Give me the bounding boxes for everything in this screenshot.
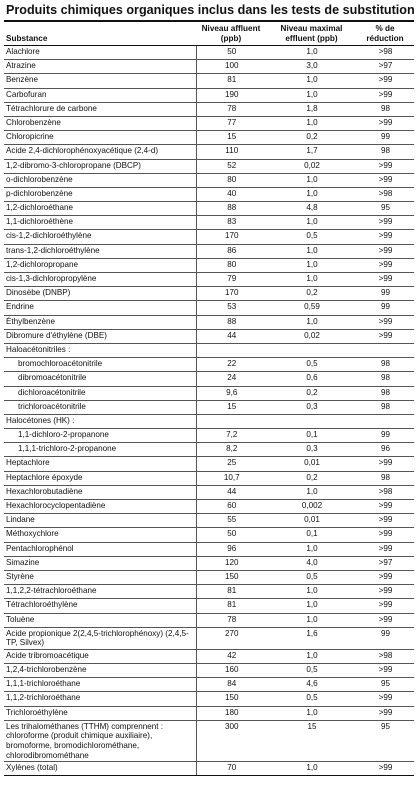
table-row	[4, 74, 414, 88]
substance-cell: 1,1,1-trichloroéthane	[4, 678, 196, 692]
substance-cell: Méthoxychlore	[4, 528, 196, 542]
influent-cell: 110	[196, 145, 267, 159]
reduction-cell: >98	[357, 187, 414, 201]
reduction-cell: >99	[357, 258, 414, 272]
effluent-cell: 0,5	[267, 664, 357, 678]
table-row	[4, 372, 414, 386]
substance-cell: Tétrachlorure de carbone	[4, 102, 196, 116]
effluent-cell: 0,2	[267, 131, 357, 145]
influent-cell: 100	[196, 60, 267, 74]
table-row	[4, 145, 414, 159]
substance-cell: Styrène	[4, 570, 196, 584]
substance-cell: Acide tribromoacétique	[4, 649, 196, 663]
influent-cell: 170	[196, 287, 267, 301]
substance-cell: 1,2-dichloroéthane	[4, 202, 196, 216]
influent-cell: 42	[196, 649, 267, 663]
effluent-cell: 1,0	[267, 244, 357, 258]
reduction-cell	[357, 414, 414, 428]
table-row	[4, 202, 414, 216]
effluent-cell: 1,0	[267, 273, 357, 287]
influent-cell: 44	[196, 485, 267, 499]
reduction-cell: >99	[357, 116, 414, 130]
effluent-cell: 1,0	[267, 173, 357, 187]
reduction-cell	[357, 343, 414, 357]
reduction-cell: >99	[357, 542, 414, 556]
reduction-cell: 98	[357, 145, 414, 159]
table-row	[4, 613, 414, 627]
effluent-cell: 4,8	[267, 202, 357, 216]
influent-cell	[196, 343, 267, 357]
table-row	[4, 692, 414, 706]
reduction-cell: >99	[357, 762, 414, 776]
table-row	[4, 471, 414, 485]
substance-cell: Haloacétonitriles :	[4, 343, 196, 357]
table-row	[4, 514, 414, 528]
effluent-cell: 1,0	[267, 315, 357, 329]
reduction-cell: 98	[357, 386, 414, 400]
reduction-cell: >99	[357, 692, 414, 706]
table-row	[4, 287, 414, 301]
table-row	[4, 627, 414, 649]
influent-cell: 86	[196, 244, 267, 258]
influent-cell: 78	[196, 102, 267, 116]
substance-cell: 1,1-dichloro-2-propanone	[4, 429, 196, 443]
substance-cell: Hexachlorocyclopentadiène	[4, 500, 196, 514]
table-row	[4, 46, 414, 60]
header-row	[4, 22, 414, 46]
table-row	[4, 187, 414, 201]
table-row	[4, 585, 414, 599]
effluent-cell: 0,5	[267, 570, 357, 584]
effluent-cell: 1,0	[267, 46, 357, 60]
table-row	[4, 102, 414, 116]
substance-cell: Benzène	[4, 74, 196, 88]
effluent-cell: 1,0	[267, 258, 357, 272]
influent-cell: 8,2	[196, 443, 267, 457]
table-row	[4, 485, 414, 499]
table-row	[4, 599, 414, 613]
influent-cell: 150	[196, 570, 267, 584]
substance-cell: 1,1,1-trichloro-2-propanone	[4, 443, 196, 457]
table-row	[4, 457, 414, 471]
substance-cell: Halocétones (HK) :	[4, 414, 196, 428]
influent-cell: 7,2	[196, 429, 267, 443]
reduction-cell: 98	[357, 358, 414, 372]
substance-cell: cis-1,2-dichloroéthylène	[4, 230, 196, 244]
substance-cell: Tétrachloroéthylène	[4, 599, 196, 613]
table-row	[4, 500, 414, 514]
influent-cell: 170	[196, 230, 267, 244]
substance-cell: dichloroacétonitrile	[4, 386, 196, 400]
effluent-cell: 1,0	[267, 613, 357, 627]
influent-cell: 80	[196, 258, 267, 272]
reduction-cell: 99	[357, 287, 414, 301]
table-row	[4, 159, 414, 173]
reduction-cell: 95	[357, 678, 414, 692]
substance-cell: Dibromure d'éthylène (DBE)	[4, 329, 196, 343]
influent-cell: 53	[196, 301, 267, 315]
effluent-cell: 1,0	[267, 116, 357, 130]
influent-cell: 10,7	[196, 471, 267, 485]
table-row	[4, 358, 414, 372]
reduction-cell: >99	[357, 315, 414, 329]
substance-cell: 1,2-dibromo-3-chloropropane (DBCP)	[4, 159, 196, 173]
effluent-cell: 0,2	[267, 471, 357, 485]
table-group-row	[4, 343, 414, 357]
effluent-cell: 0,02	[267, 329, 357, 343]
reduction-cell: >99	[357, 273, 414, 287]
substance-cell: Lindane	[4, 514, 196, 528]
substitution-test-table	[4, 22, 414, 776]
effluent-cell: 1,0	[267, 542, 357, 556]
table-row	[4, 216, 414, 230]
table-row	[4, 173, 414, 187]
influent-cell: 120	[196, 556, 267, 570]
table-title: Produits chimiques organiques inclus dans les tests de substitution	[4, 3, 414, 22]
substance-cell: 1,1,2,2-tétrachloroéthane	[4, 585, 196, 599]
effluent-cell: 15	[267, 720, 357, 761]
effluent-cell: 0,5	[267, 692, 357, 706]
table-row	[4, 720, 414, 761]
substance-cell: Atrazine	[4, 60, 196, 74]
reduction-cell: 98	[357, 102, 414, 116]
substance-cell: Les trihalométhanes (TTHM) comprennent : chloroforme (produit chimique auxiliaire), bromoforme, bromodichlorométhane, chlorodibromométhane	[4, 720, 196, 761]
table-row	[4, 556, 414, 570]
effluent-cell: 0,5	[267, 230, 357, 244]
effluent-cell: 0,59	[267, 301, 357, 315]
effluent-cell: 1,8	[267, 102, 357, 116]
effluent-cell: 1,7	[267, 145, 357, 159]
substance-cell: Hexachlorobutadiène	[4, 485, 196, 499]
influent-cell: 70	[196, 762, 267, 776]
influent-cell: 96	[196, 542, 267, 556]
reduction-cell: >99	[357, 570, 414, 584]
influent-cell: 52	[196, 159, 267, 173]
substance-cell: o-dichlorobenzène	[4, 173, 196, 187]
effluent-cell: 0,02	[267, 159, 357, 173]
influent-cell: 160	[196, 664, 267, 678]
table-row	[4, 131, 414, 145]
substance-cell: Pentachlorophénol	[4, 542, 196, 556]
effluent-cell: 0,2	[267, 386, 357, 400]
influent-cell: 88	[196, 202, 267, 216]
reduction-cell: 98	[357, 471, 414, 485]
effluent-cell: 1,0	[267, 187, 357, 201]
reduction-cell: >99	[357, 173, 414, 187]
reduction-cell: 95	[357, 720, 414, 761]
influent-cell: 22	[196, 358, 267, 372]
table-row	[4, 329, 414, 343]
reduction-cell: 96	[357, 443, 414, 457]
effluent-cell: 1,0	[267, 485, 357, 499]
substance-cell: Heptachlore	[4, 457, 196, 471]
influent-cell: 78	[196, 613, 267, 627]
reduction-cell: >99	[357, 613, 414, 627]
influent-cell: 15	[196, 131, 267, 145]
influent-cell: 81	[196, 599, 267, 613]
reduction-cell: >99	[357, 230, 414, 244]
table-row	[4, 258, 414, 272]
reduction-cell: >99	[357, 585, 414, 599]
table-row	[4, 244, 414, 258]
effluent-cell: 1,0	[267, 649, 357, 663]
header-reduction: % de réduction	[357, 22, 414, 46]
table-row	[4, 315, 414, 329]
reduction-cell: >97	[357, 60, 414, 74]
influent-cell: 80	[196, 173, 267, 187]
substance-cell: Endrine	[4, 301, 196, 315]
reduction-cell: 99	[357, 627, 414, 649]
influent-cell: 40	[196, 187, 267, 201]
reduction-cell: >99	[357, 88, 414, 102]
substance-cell: Acide propionique 2(2,4,5-trichlorophénoxy) (2,4,5-TP, Silvex)	[4, 627, 196, 649]
table-row	[4, 649, 414, 663]
influent-cell: 270	[196, 627, 267, 649]
table-row	[4, 706, 414, 720]
reduction-cell: >99	[357, 664, 414, 678]
table-row	[4, 528, 414, 542]
table-row	[4, 570, 414, 584]
table-row	[4, 273, 414, 287]
table-group-row	[4, 414, 414, 428]
effluent-cell: 1,0	[267, 599, 357, 613]
effluent-cell: 1,0	[267, 88, 357, 102]
reduction-cell: >98	[357, 649, 414, 663]
reduction-cell: >99	[357, 457, 414, 471]
substance-cell: Dinosèbe (DNBP)	[4, 287, 196, 301]
table-row	[4, 116, 414, 130]
substance-cell: 1,2-dichloropropane	[4, 258, 196, 272]
table-row	[4, 664, 414, 678]
effluent-cell: 1,0	[267, 74, 357, 88]
substance-cell: Heptachlore époxyde	[4, 471, 196, 485]
effluent-cell: 0,002	[267, 500, 357, 514]
effluent-cell: 3,0	[267, 60, 357, 74]
influent-cell: 180	[196, 706, 267, 720]
substance-cell: p-dichlorobenzène	[4, 187, 196, 201]
substance-cell: Xylènes (total)	[4, 762, 196, 776]
reduction-cell: >99	[357, 599, 414, 613]
influent-cell: 60	[196, 500, 267, 514]
influent-cell: 55	[196, 514, 267, 528]
reduction-cell: 99	[357, 429, 414, 443]
reduction-cell: 98	[357, 400, 414, 414]
influent-cell: 9,6	[196, 386, 267, 400]
table-row	[4, 678, 414, 692]
substance-cell: Carbofuran	[4, 88, 196, 102]
substance-cell: bromochloroacétonitrile	[4, 358, 196, 372]
substance-cell: Alachlore	[4, 46, 196, 60]
effluent-cell: 0,6	[267, 372, 357, 386]
reduction-cell: >99	[357, 244, 414, 258]
table-row	[4, 88, 414, 102]
influent-cell: 79	[196, 273, 267, 287]
table-row	[4, 400, 414, 414]
effluent-cell: 0,1	[267, 429, 357, 443]
substance-cell: 1,1,2-trichloroéthane	[4, 692, 196, 706]
substance-cell: trichloroacétonitrile	[4, 400, 196, 414]
effluent-cell: 1,6	[267, 627, 357, 649]
effluent-cell: 0,2	[267, 287, 357, 301]
influent-cell: 77	[196, 116, 267, 130]
reduction-cell: >97	[357, 556, 414, 570]
effluent-cell: 0,3	[267, 443, 357, 457]
effluent-cell	[267, 414, 357, 428]
reduction-cell: >99	[357, 329, 414, 343]
substance-cell: Simazine	[4, 556, 196, 570]
reduction-cell: >98	[357, 46, 414, 60]
effluent-cell: 0,1	[267, 528, 357, 542]
substance-cell: trans-1,2-dichloroéthylène	[4, 244, 196, 258]
reduction-cell: 98	[357, 372, 414, 386]
substance-cell: Éthylbenzène	[4, 315, 196, 329]
header-effluent: Niveau maximal effluent (ppb)	[267, 22, 357, 46]
influent-cell: 83	[196, 216, 267, 230]
influent-cell: 88	[196, 315, 267, 329]
influent-cell: 84	[196, 678, 267, 692]
document	[4, 3, 414, 776]
effluent-cell: 1,0	[267, 585, 357, 599]
effluent-cell: 0,5	[267, 358, 357, 372]
effluent-cell: 1,0	[267, 762, 357, 776]
table-row	[4, 230, 414, 244]
table-row	[4, 386, 414, 400]
influent-cell: 81	[196, 74, 267, 88]
substance-cell: dibromoacétonitrile	[4, 372, 196, 386]
influent-cell: 25	[196, 457, 267, 471]
effluent-cell: 1,0	[267, 216, 357, 230]
influent-cell: 190	[196, 88, 267, 102]
influent-cell: 24	[196, 372, 267, 386]
effluent-cell: 0,01	[267, 457, 357, 471]
header-influent: Niveau affluent (ppb)	[196, 22, 267, 46]
substance-cell: Toluène	[4, 613, 196, 627]
reduction-cell: >99	[357, 159, 414, 173]
substance-cell: 1,1-dichloroéthène	[4, 216, 196, 230]
reduction-cell: >99	[357, 706, 414, 720]
reduction-cell: >99	[357, 528, 414, 542]
substance-cell: Acide 2,4-dichlorophénoxyacétique (2,4-d)	[4, 145, 196, 159]
substance-cell: Chlorobenzène	[4, 116, 196, 130]
influent-cell: 50	[196, 528, 267, 542]
table-body	[4, 46, 414, 776]
table-row	[4, 443, 414, 457]
influent-cell: 44	[196, 329, 267, 343]
table-row	[4, 762, 414, 776]
reduction-cell: 99	[357, 131, 414, 145]
table-row	[4, 429, 414, 443]
table-row	[4, 301, 414, 315]
effluent-cell	[267, 343, 357, 357]
effluent-cell: 0,3	[267, 400, 357, 414]
table-row	[4, 542, 414, 556]
effluent-cell: 4,0	[267, 556, 357, 570]
substance-cell: cis-1,3-dichloropropylène	[4, 273, 196, 287]
effluent-cell: 4,6	[267, 678, 357, 692]
header-substance: Substance	[4, 22, 196, 46]
reduction-cell: 99	[357, 301, 414, 315]
table-row	[4, 60, 414, 74]
influent-cell: 150	[196, 692, 267, 706]
substance-cell: Trichloroéthylène	[4, 706, 196, 720]
effluent-cell: 0,01	[267, 514, 357, 528]
substance-cell: Chloropicrine	[4, 131, 196, 145]
reduction-cell: >99	[357, 514, 414, 528]
reduction-cell: >98	[357, 485, 414, 499]
reduction-cell: >99	[357, 500, 414, 514]
influent-cell: 81	[196, 585, 267, 599]
influent-cell	[196, 414, 267, 428]
effluent-cell: 1,0	[267, 706, 357, 720]
reduction-cell: 95	[357, 202, 414, 216]
influent-cell: 15	[196, 400, 267, 414]
reduction-cell: >99	[357, 216, 414, 230]
influent-cell: 50	[196, 46, 267, 60]
substance-cell: 1,2,4-trichlorobenzène	[4, 664, 196, 678]
reduction-cell: >99	[357, 74, 414, 88]
influent-cell: 300	[196, 720, 267, 761]
